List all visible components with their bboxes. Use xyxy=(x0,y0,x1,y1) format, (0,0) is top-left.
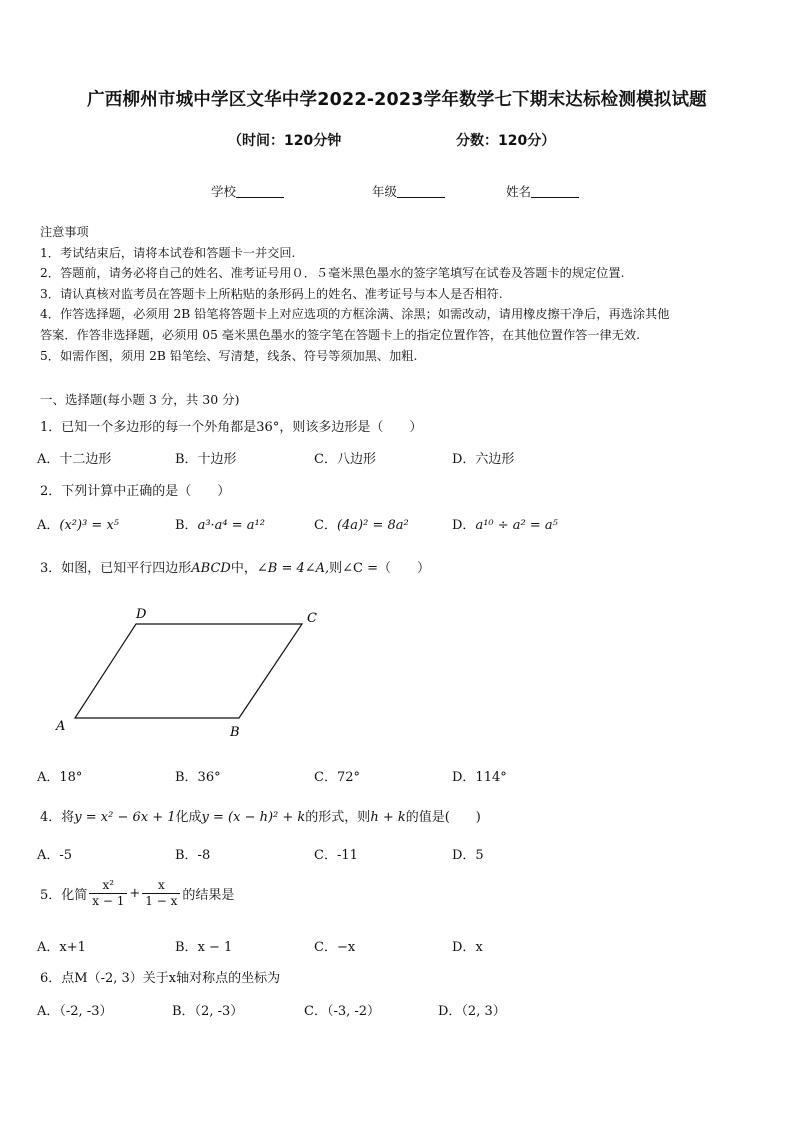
q5-frac1-numerator: x² xyxy=(89,878,127,894)
question-2-stem: 2．下列计算中正确的是（ ） xyxy=(40,484,231,499)
q2-d-expr: a¹⁰ ÷ a² = a⁵ xyxy=(475,518,558,533)
q3-option-b[interactable]: B．36° xyxy=(175,770,221,785)
q5-option-a[interactable] xyxy=(37,936,86,955)
q2-c-label: C． xyxy=(314,518,337,533)
school-label: 学校 xyxy=(211,184,237,199)
note-item: 1．考试结束后，请将本试卷和答题卡一并交回. xyxy=(40,245,296,260)
q2-a-expr: (x²)³ = x⁵ xyxy=(59,518,119,533)
exam-time: （时间：120分钟 xyxy=(228,133,342,149)
q2-option-a[interactable] xyxy=(37,514,119,533)
q3-stem-pre: 3．如图，已知平行四边形 xyxy=(40,561,192,576)
q4-option-b[interactable]: B．-8 xyxy=(175,848,211,863)
vertex-label-c: C xyxy=(307,611,317,626)
q2-option-d[interactable] xyxy=(452,514,558,533)
question-3-stem xyxy=(40,557,430,576)
exam-title: 广西柳州市城中学区文华中学2022-2023学年数学七下期末达标检测模拟试题 xyxy=(87,90,707,110)
q5-frac1-denominator: x − 1 xyxy=(92,894,125,908)
q2-option-c[interactable] xyxy=(314,514,409,533)
note-item: 答案．作答非选择题，必须用 05 毫米黑色墨水的签字笔在答题卡上的指定位置作答，在其他位置作答一律无效. xyxy=(40,327,640,342)
q6-option-b[interactable]: B．（2, -3） xyxy=(172,1004,244,1019)
question-1-stem: 1．已知一个多边形的每一个外角都是36°，则该多边形是（ ） xyxy=(40,420,423,435)
note-item: 4．作答选择题，必须用 2B 铅笔将答题卡上对应选项的方框涂满、涂黑；如需改动，请用橡皮擦干净后，再选涂其他 xyxy=(40,307,670,322)
q4-option-c[interactable]: C．-11 xyxy=(314,848,358,863)
q5-a-label: A． xyxy=(37,940,60,955)
grade-blank[interactable] xyxy=(397,185,445,198)
vertex-label-a: A xyxy=(56,719,66,734)
q3-stem-math: ABCD xyxy=(191,561,231,576)
q5-stem-pre: 5．化简 xyxy=(40,888,88,903)
q5-fraction-1 xyxy=(89,878,127,909)
school-field[interactable] xyxy=(211,182,284,200)
q4-expr-2: y = (x − h)² + k xyxy=(201,810,306,825)
q5-d-expr: x xyxy=(475,940,483,955)
note-item: 3．请认真核对监考员在答题卡上所粘贴的条形码上的姓名、准考证号与本人是否相符. xyxy=(40,286,503,301)
note-item: 5．如需作图，须用 2B 铅笔绘、写清楚，线条、符号等须加黑、加粗. xyxy=(40,348,418,363)
q4-expr-3: h + k xyxy=(370,810,406,825)
q5-d-label: D． xyxy=(452,940,476,955)
q4-stem-mid: 化成 xyxy=(175,810,202,825)
question-5-stem xyxy=(40,878,234,909)
name-label: 姓名 xyxy=(506,184,532,199)
q4-option-d[interactable]: D．5 xyxy=(452,848,484,863)
q3-option-c[interactable]: C．72° xyxy=(314,770,360,785)
q5-stem-post: 的结果是 xyxy=(182,888,235,903)
q1-option-d[interactable]: D．六边形 xyxy=(452,452,515,467)
parallelogram-abcd xyxy=(75,624,302,718)
school-blank[interactable] xyxy=(236,185,284,198)
q5-plus: + xyxy=(129,886,141,901)
q4-expr-1: y = x² − 6x + 1 xyxy=(74,810,176,825)
q4-stem-mid2: 的形式，则 xyxy=(305,810,371,825)
q2-option-b[interactable] xyxy=(175,514,265,533)
name-blank[interactable] xyxy=(531,185,579,198)
notes-heading: 注意事项 xyxy=(40,225,89,239)
section-heading: 一、选择题(每小题 3 分，共 30 分) xyxy=(40,392,240,407)
q1-option-a[interactable]: A．十二边形 xyxy=(37,452,112,467)
q2-b-expr: a³·a⁴ = a¹² xyxy=(197,518,265,533)
q3-stem-mid: 中， xyxy=(230,561,257,576)
note-item: 2．答题前，请务必将自己的姓名、准考证号用０．５毫米黑色墨水的签字笔填写在试卷及答题卡的规定位置. xyxy=(40,266,625,281)
q5-c-label: C． xyxy=(314,940,337,955)
grade-label: 年级 xyxy=(372,184,398,199)
q5-option-b[interactable] xyxy=(175,936,232,955)
q4-stem-pre: 4．将 xyxy=(40,810,75,825)
name-field[interactable] xyxy=(506,182,579,200)
grade-field[interactable] xyxy=(372,182,445,200)
q3-stem-cond: ∠B = 4∠A, xyxy=(256,561,330,576)
parallelogram-figure xyxy=(40,600,340,745)
q2-c-expr: (4a)² = 8a² xyxy=(336,518,409,533)
q2-d-label: D． xyxy=(452,518,476,533)
q6-option-c[interactable]: C．（-3, -2） xyxy=(304,1004,381,1019)
question-4-stem xyxy=(40,806,481,825)
q1-option-b[interactable]: B．十边形 xyxy=(175,452,237,467)
vertex-label-d: D xyxy=(136,607,147,622)
q5-option-c[interactable] xyxy=(314,936,355,955)
vertex-label-b: B xyxy=(230,725,240,740)
q3-option-a[interactable]: A．18° xyxy=(37,770,83,785)
question-6-stem: 6．点M（-2, 3）关于x轴对称点的坐标为 xyxy=(40,971,281,986)
q3-stem-post: 则∠C =（ ） xyxy=(329,561,431,576)
q6-option-d[interactable]: D．（2, 3） xyxy=(438,1004,506,1019)
q2-a-label: A． xyxy=(37,518,60,533)
q5-frac2-denominator: 1 − x xyxy=(145,894,178,908)
q5-b-label: B． xyxy=(175,940,198,955)
q5-a-expr: x+1 xyxy=(59,940,86,955)
q4-option-a[interactable]: A．-5 xyxy=(37,848,73,863)
q5-c-expr: −x xyxy=(336,940,356,955)
q2-b-label: B． xyxy=(175,518,198,533)
q5-option-d[interactable] xyxy=(452,936,483,955)
q3-option-d[interactable]: D．114° xyxy=(452,770,507,785)
exam-score: 分数：120分） xyxy=(456,133,556,149)
q5-frac2-numerator: x xyxy=(142,878,180,894)
notes-block xyxy=(40,222,758,366)
q5-b-expr: x − 1 xyxy=(197,940,233,955)
q4-stem-post: 的值是( ) xyxy=(405,810,481,825)
q5-fraction-2 xyxy=(142,878,180,909)
q6-option-a[interactable]: A．（-2, -3） xyxy=(37,1004,113,1019)
q1-option-c[interactable]: C．八边形 xyxy=(314,452,376,467)
